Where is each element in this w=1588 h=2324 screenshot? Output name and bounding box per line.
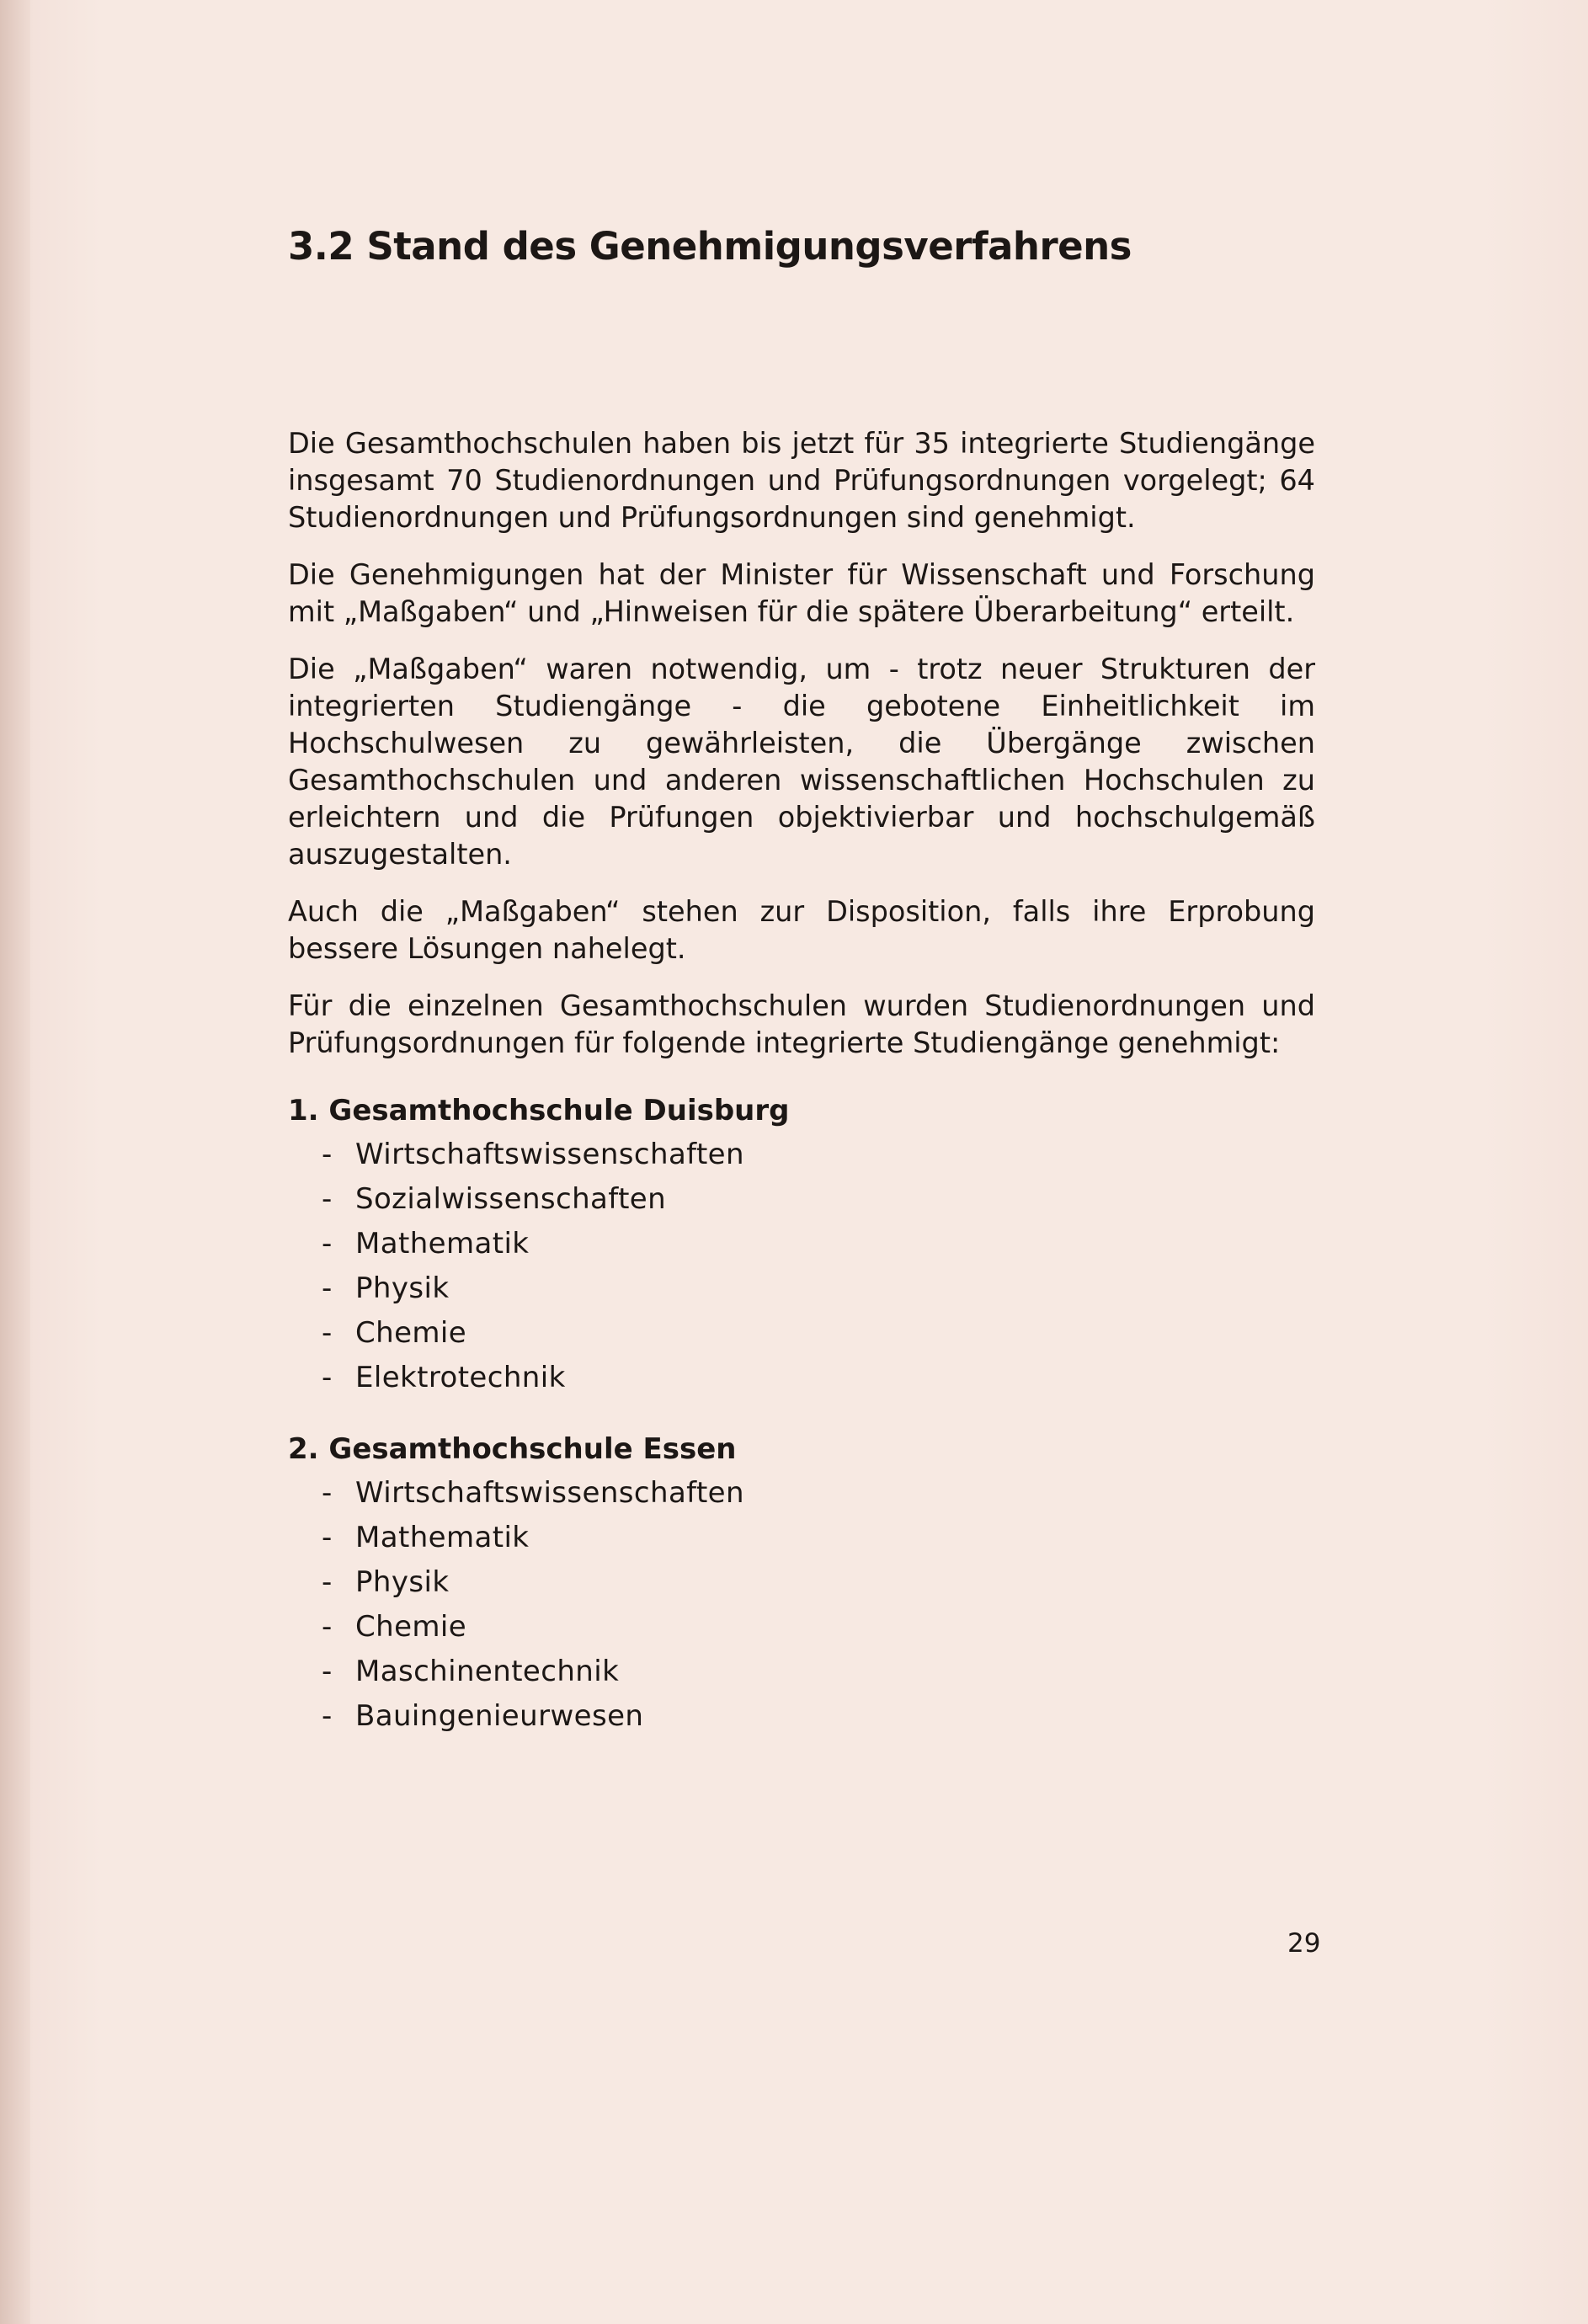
school-essen-subject-list: [288, 1471, 1315, 1739]
section-title: 3.2 Stand des Genehmigungsverfahrens: [288, 224, 1132, 269]
school-duisburg-subject-list: [288, 1133, 1315, 1400]
subject-list-item: - Mathematik: [288, 1516, 1315, 1560]
paragraph-approved-programs-intro: Für die einzelnen Gesamthochschulen wurden Studienordnungen und Prüfungsordnungen für folgende integrierte Studiengänge genehmigt:: [288, 989, 1315, 1059]
school-essen-heading: 2. Gesamthochschule Essen: [288, 1432, 737, 1466]
subject-list-item: - Chemie: [288, 1311, 1315, 1356]
subject-list-item: - Wirtschaftswissenschaften: [288, 1471, 1315, 1516]
subject-list-item: - Wirtschaftswissenschaften: [288, 1133, 1315, 1177]
subject-list-item: - Sozialwissenschaften: [288, 1177, 1315, 1222]
page-content: [288, 217, 1315, 1739]
paragraph-disposition: Auch die „Maßgaben“ stehen zur Disposition, falls ihre Erprobung bessere Lösungen nahelegt.: [288, 895, 1315, 965]
paragraph-requirements: Die „Maßgaben“ waren notwendig, um - trotz neuer Strukturen der integrierten Studiengänge - die gebotene Einheitlichkeit im Hochschulwesen zu gewährleisten, die Übergänge zwischen Gesamthochschulen und anderen wissenschaftlichen Hochschulen zu erleichtern und die Prüfungen objektivierbar und hochschulgemäß auszugestalten.: [288, 653, 1315, 871]
school-duisburg-section: [288, 1092, 1315, 1400]
subject-list-item: - Elektrotechnik: [288, 1356, 1315, 1400]
subject-list-item: - Mathematik: [288, 1222, 1315, 1266]
paragraph-status: Die Gesamthochschulen haben bis jetzt für 35 integrierte Studiengänge insgesamt 70 Studienordnungen und Prüfungsordnungen vorgelegt; 64 Studienordnungen und Prüfungsordnungen sind genehmigt.: [288, 427, 1315, 534]
subject-list-item: - Physik: [288, 1266, 1315, 1311]
school-essen-section: [288, 1431, 1315, 1739]
school-duisburg-heading: 1. Gesamthochschule Duisburg: [288, 1094, 790, 1127]
page-binding-edge: [0, 0, 30, 2324]
subject-list-item: - Chemie: [288, 1605, 1315, 1650]
subject-list-item: - Physik: [288, 1560, 1315, 1605]
subject-list-item: - Maschinentechnik: [288, 1650, 1315, 1694]
paragraph-approvals: Die Genehmigungen hat der Minister für Wissenschaft und Forschung mit „Maßgaben“ und „Hinweisen für die spätere Überarbeitung“ erteilt.: [288, 558, 1315, 628]
page-number: 29: [1287, 1928, 1321, 1959]
subject-list-item: - Bauingenieurwesen: [288, 1694, 1315, 1739]
